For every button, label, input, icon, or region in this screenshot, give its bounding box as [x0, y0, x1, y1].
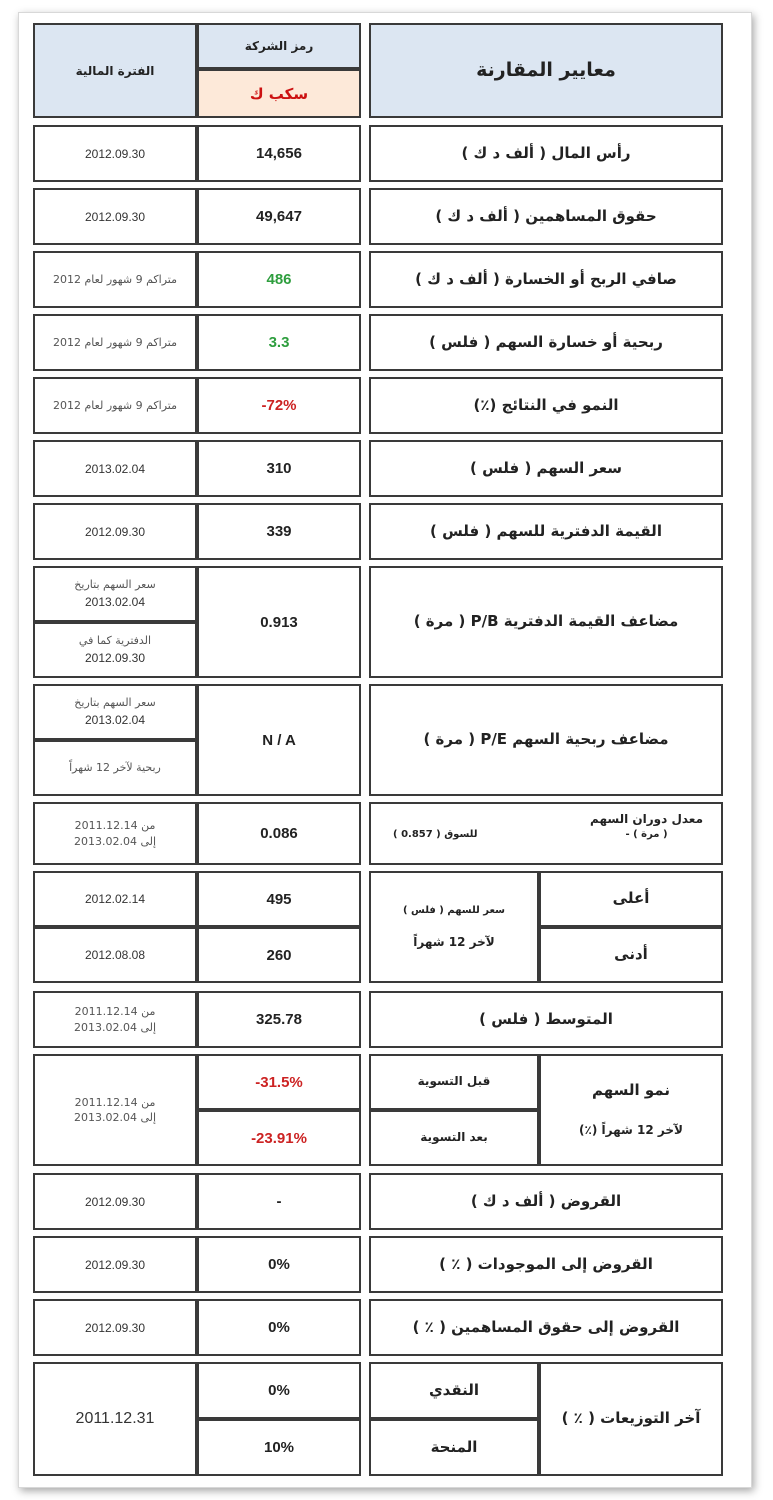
bonus-value-cell: 10%	[197, 1419, 361, 1476]
book-value-label-cell: القيمة الدفترية للسهم ( فلس )	[369, 503, 723, 560]
pe-price-date-cell: سعر السهم بتاريخ 2013.02.04	[33, 684, 197, 740]
pb-book-date-cell: الدفترية كما في 2012.09.30	[33, 622, 197, 678]
loans-equity-date-cell: 2012.09.30	[33, 1299, 197, 1356]
pb-label-cell: مضاعف القيمة الدفترية P/B ( مرة )	[369, 566, 723, 678]
low-date-cell: 2012.08.08	[33, 927, 197, 983]
loans-value-cell: -	[197, 1173, 361, 1230]
cash-label-cell: النقدي	[369, 1362, 539, 1419]
comparison-sheet	[18, 12, 752, 1488]
dividends-label-cell: آخر التوزيعات ( ٪ )	[539, 1362, 723, 1476]
average-date-cell: من 2011.12.14 إلى 2013.02.04	[33, 991, 197, 1048]
growth-label-cell: النمو في النتائج (٪)	[369, 377, 723, 434]
equity-label-cell: حقوق المساهمين ( ألف د ك )	[369, 188, 723, 245]
low-value-cell: 260	[197, 927, 361, 983]
pb-price-date-cell: سعر السهم بتاريخ 2013.02.04	[33, 566, 197, 622]
high-value-cell: 495	[197, 871, 361, 927]
turnover-label-cell: معدل دوران السهم ( مرة ) - للسوق ( 0.857 )	[369, 802, 723, 865]
average-value-cell: 325.78	[197, 991, 361, 1048]
loans-label-cell: القروض ( ألف د ك )	[369, 1173, 723, 1230]
price-date-cell: 2013.02.04	[33, 440, 197, 497]
share-growth-date-cell: من 2011.12.14 إلى 2013.02.04	[33, 1054, 197, 1166]
average-label-cell: المتوسط ( فلس )	[369, 991, 723, 1048]
symbol-label: رمز الشركة	[244, 39, 314, 53]
loans-date-cell: 2012.09.30	[33, 1173, 197, 1230]
dividends-date-cell: 2011.12.31	[33, 1362, 197, 1476]
high-label-cell: أعلى	[539, 871, 723, 927]
criteria-header-label: معايير المقارنة	[476, 59, 616, 82]
net-profit-date-cell: متراكم 9 شهور لعام 2012	[33, 251, 197, 308]
symbol-label-cell	[197, 23, 361, 69]
low-label-cell: أدنى	[539, 927, 723, 983]
loans-assets-label-cell: القروض إلى الموجودات ( ٪ )	[369, 1236, 723, 1293]
before-adjust-value-cell: -31.5%	[197, 1054, 361, 1110]
criteria-header	[369, 23, 723, 118]
growth-date-cell: متراكم 9 شهور لعام 2012	[33, 377, 197, 434]
before-adjust-label-cell: قبل التسوية	[369, 1054, 539, 1110]
turnover-date-cell: من 2011.12.14 إلى 2013.02.04	[33, 802, 197, 865]
period-header	[33, 23, 197, 118]
bonus-label-cell: المنحة	[369, 1419, 539, 1476]
pe-value-cell: N / A	[197, 684, 361, 796]
book-value-date-cell: 2012.09.30	[33, 503, 197, 560]
highlow-caption-cell: سعر للسهم ( فلس ) لآخر 12 شهراً	[369, 871, 539, 983]
eps-date-cell: متراكم 9 شهور لعام 2012	[33, 314, 197, 371]
pe-earnings-cell: ربحية لآخر 12 شهراً	[33, 740, 197, 796]
turnover-value-cell: 0.086	[197, 802, 361, 865]
after-adjust-label-cell: بعد التسوية	[369, 1110, 539, 1166]
price-label-cell: سعر السهم ( فلس )	[369, 440, 723, 497]
loans-assets-value-cell: 0%	[197, 1236, 361, 1293]
loans-equity-label-cell: القروض إلى حقوق المساهمين ( ٪ )	[369, 1299, 723, 1356]
price-value-cell: 310	[197, 440, 361, 497]
growth-value-cell: -72%	[197, 377, 361, 434]
pe-label-cell: مضاعف ربحية السهم P/E ( مرة )	[369, 684, 723, 796]
pb-value-cell: 0.913	[197, 566, 361, 678]
capital-label-cell: رأس المال ( ألف د ك )	[369, 125, 723, 182]
loans-equity-value-cell: 0%	[197, 1299, 361, 1356]
book-value-value-cell: 339	[197, 503, 361, 560]
symbol-cell	[197, 69, 361, 118]
capital-date-cell: 2012.09.30	[33, 125, 197, 182]
cash-value-cell: 0%	[197, 1362, 361, 1419]
share-growth-label-cell: نمو السهم لآخر 12 شهراً (٪)	[539, 1054, 723, 1166]
eps-value-cell: 3.3	[197, 314, 361, 371]
company-symbol: سكب ك	[249, 84, 309, 103]
after-adjust-value-cell: -23.91%	[197, 1110, 361, 1166]
high-date-cell: 2012.02.14	[33, 871, 197, 927]
equity-date-cell: 2012.09.30	[33, 188, 197, 245]
period-header-label: الفترة المالية	[75, 63, 155, 78]
capital-value-cell: 14,656	[197, 125, 361, 182]
equity-value-cell: 49,647	[197, 188, 361, 245]
net-profit-label-cell: صافي الربح أو الخسارة ( ألف د ك )	[369, 251, 723, 308]
net-profit-value-cell: 486	[197, 251, 361, 308]
eps-label-cell: ربحية أو خسارة السهم ( فلس )	[369, 314, 723, 371]
loans-assets-date-cell: 2012.09.30	[33, 1236, 197, 1293]
